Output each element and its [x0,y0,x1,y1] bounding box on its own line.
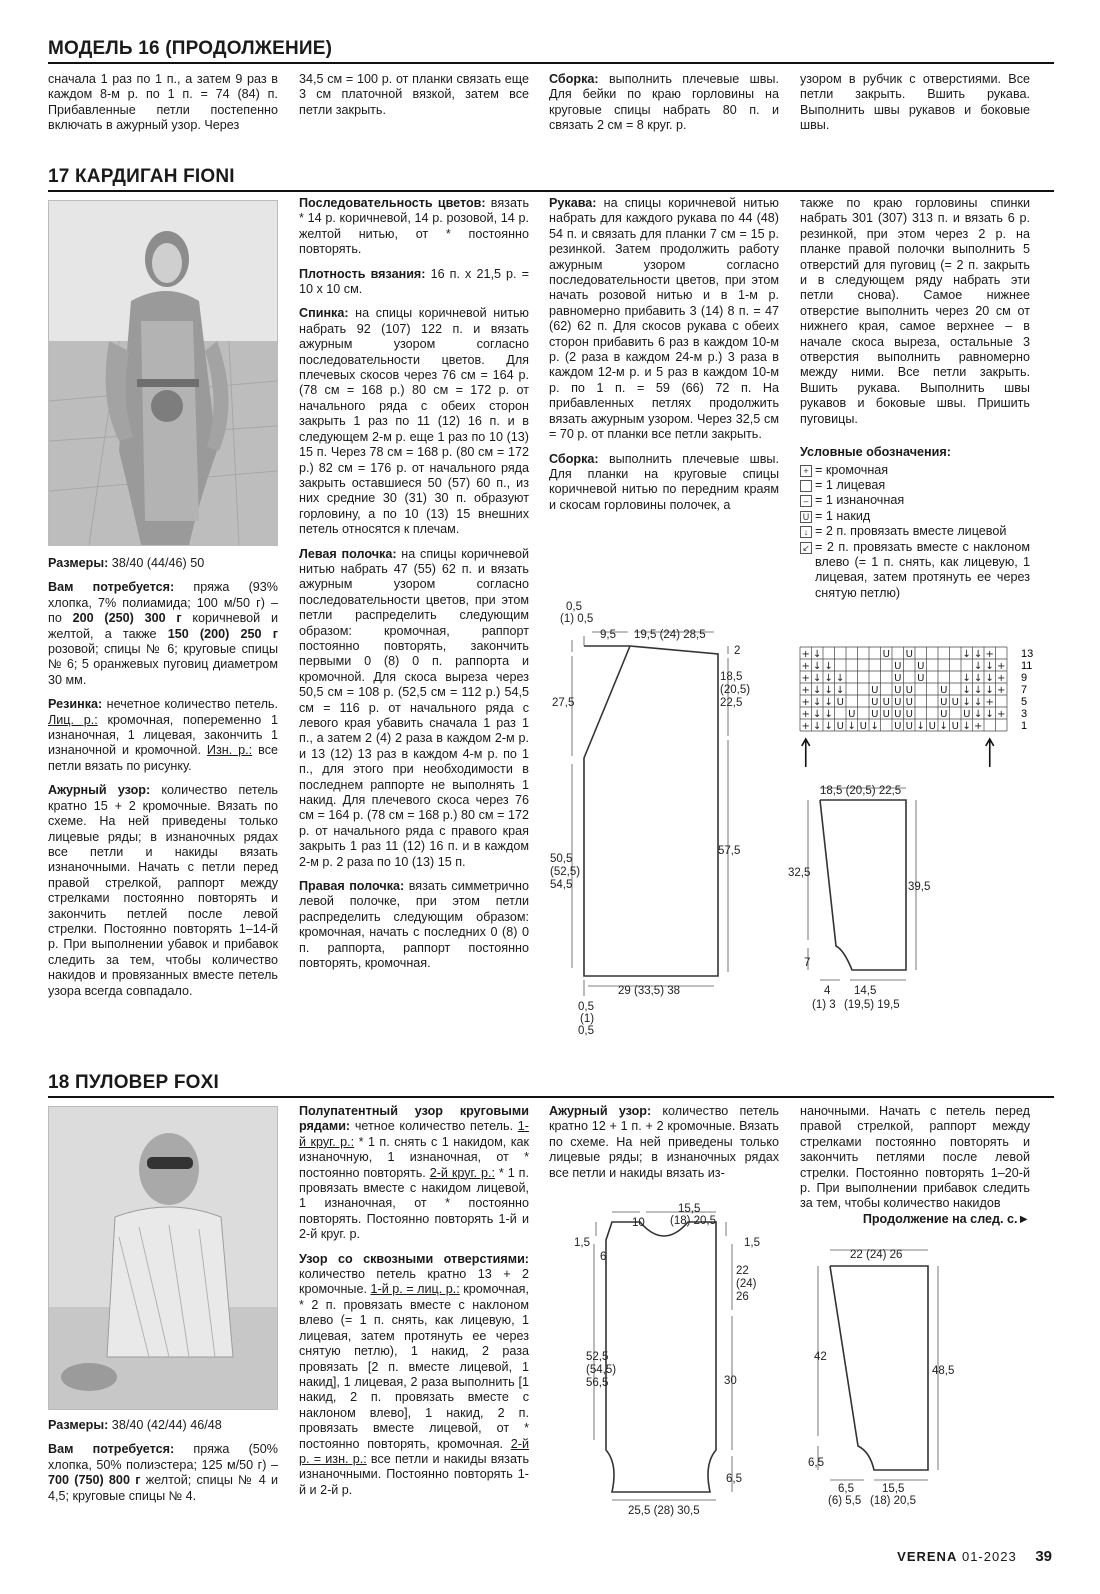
edge-stitch-symbol: + [800,465,812,477]
chart-symbol: + [801,697,810,708]
section-header-model-16: МОДЕЛЬ 16 (ПРОДОЛЖЕНИЕ) [48,38,1054,64]
dim-neck-1: 9,5 [600,629,616,641]
chart-symbol: ↓ [974,685,983,696]
dim-bottom-2: (1) [580,1013,595,1025]
chart-symbol: ↓ [974,661,983,672]
chart-symbol: U [963,709,971,720]
m18-column-4: наночными. Начать с петель перед правой стрелкой, раппорт между стрелками постоянно повторять и закончить петлями после левой стрелки. Постоянно повторять 1–20-й р. При выполнении прибавок следить за тем, чтобы количество накидов Продолжение на след. с.► [800,1104,1030,1226]
chart-symbol: ↓ [962,697,971,708]
stitch-chart-17 [798,645,1038,775]
m16-column-1: сначала 1 раз по 1 п., а затем 9 раз в каждом 8-м р. по 1 п. = 74 (84) п. Прибавленные петли постепенно включать в ажурный узор. Через [48,72,278,133]
continued-next-page: Продолжение на след. с.► [862,1211,1030,1226]
chart-symbol: ↓ [824,685,833,696]
chart-symbol: + [997,685,1006,696]
m16-column-4: узором в рубчик с отверстиями. Все петли закрыть. Вшить рукава. Выполнить швы рукавов и боковые швы. [800,72,1030,133]
issue-number: 01-2023 [961,1549,1017,1564]
chart-symbol: U [848,709,856,720]
chart-symbol: U [905,649,913,660]
chart-symbol: U [917,661,925,672]
right-arrow-marker-icon [802,739,810,767]
chart-row-number: 11 [1021,660,1033,672]
chart-symbol: ↓ [813,649,822,660]
legend-item: = 1 лицевая [800,478,1030,493]
chart-symbol: U [905,721,913,732]
sleeve-dim-bottom-3: 15,5 [882,1483,905,1495]
chart-symbol: U [905,697,913,708]
sleeve-dim-left: 32,5 [788,867,811,879]
sleeve-dim-bottom-4: (18) 20,5 [870,1495,917,1507]
chart-row-number: 13 [1021,648,1034,660]
pullover-photo [48,1106,278,1410]
purl-symbol: – [800,495,812,507]
sleeve-dim-bottom-2: (1) 3 [812,999,836,1011]
sleeve-dim-right: 48,5 [932,1365,955,1377]
chart-symbol: + [997,709,1006,720]
chart-symbol: U [905,685,913,696]
chart-symbol: + [974,721,983,732]
dim-height: 50,5 (52,5) 54,5 [550,853,581,891]
chart-symbol: U [917,673,925,684]
chart-symbol: ↓ [813,709,822,720]
chart-symbol: ↓ [985,673,994,684]
dim-side: 57,5 [718,845,741,857]
legend-item: ↓ = 2 п. провязать вместе лицевой [800,524,1030,539]
dim-shoulder: 2 [734,645,741,657]
dim-neck: 10 [632,1217,645,1229]
dim-neck-top-2: (18) 20,5 [670,1215,717,1227]
legend-item: – = 1 изнаночная [800,493,1030,508]
chart-symbol: U [951,697,959,708]
chart-symbol: ↓ [813,685,822,696]
chart-symbol: + [997,673,1006,684]
sleeve-schematic-18 [800,1240,1040,1540]
dim-six: 6 [600,1251,607,1263]
chart-symbol: U [882,709,890,720]
chart-symbol: ↓ [824,709,833,720]
dim-width: 29 (33,5) 38 [618,985,681,997]
chart-symbol: ↓ [813,673,822,684]
chart-symbol: U [894,697,902,708]
chart-symbol: U [940,709,948,720]
legend-list [800,463,1030,602]
m17-column-4: также по краю горловины спинки набрать 301 (307) 313 п. и вязать 6 р. резинкой, при этом через 2 р. на планке правой полочки выполнить 5 отверстий для пуговиц (= 2 п. закрыть и в следующем ряду набрать эти петли снова). Самое нижнее отверстие выполнить через 20 см от нижнего края, самое верхнее – в начале скоса выреза, остальные 3 отверстия выполнить равномерно между ними. Все петли закрыть. Вшить рукава. Выполнить швы рукавов и боковые швы. Пришить пуговицы. Условные обозначения: + = кромочная = 1 лицевая – = 1 изнаночная U = 1 накид ↓ = 2 п. провязать вместе лицевой ↙ = 2 п. провязать вместе с наклоном влево (= 1 п. снять, как лицевую, 1 лицевая, затем протянуть ее через снятую петлю) [800,196,1030,600]
sleeve-schematic-17 [788,780,1038,1020]
chart-symbol: U [871,709,879,720]
chart-symbol: U [836,697,844,708]
chart-row-number: 3 [1021,708,1028,720]
sleeve-dim-cuff: 6,5 [808,1457,824,1469]
chart-symbol: + [801,709,810,720]
chart-symbol: ↓ [824,721,833,732]
chart-symbol: ↓ [974,697,983,708]
chart-symbol: ↓ [824,673,833,684]
sleeve-dim-bottom-1: 4 [824,985,831,997]
dim-side: 30 [724,1375,737,1387]
m18-column-3: Ажурный узор: количество петель кратно 12 + 1 п. + 2 кромочные. Вязать по схеме. На ней приведены только лицевые ряды; в изнаночных рядах все петли и накиды вязать из- [549,1104,779,1180]
chart-row-number: 1 [1021,720,1028,732]
left-arrow-marker-icon [986,739,994,767]
m17-column-2: Последовательность цветов: вязать * 14 р. коричневой, 14 р. розовой, 14 р. желтой нитью, от * постоянно повторять. Плотность вязания: 16 п. х 21,5 р. = 10 х 10 см. Спинка: на спицы коричневой нитью набрать 92 (107) 122 п. и вязать ажурным узором согласно последовательности цветов. Для плечевых скосов через 76 см = 164 р. (78 см = 168 р.) 80 см = 172 р. от начального ряда с обеих сторон закрыть 1 раз по 11 (12) 16 п. и в следующем 2-м р. еще 1 раз по 10 (13) 15 п. Через 78 см = 168 р. (80 см = 172 р.) 82 см = 176 р. от начального ряда закрыть оставшиеся 50 (57) 60 п., из них средние 30 (31) 30 п. образуют горловину, а по 10 (13) 15 внешних петель относятся к плечам. Левая полочка: на спицы коричневой нитью набрать 47 (55) 62 п. и вязать ажурным узором согласно последовательности цветов, при этом петли распределить следующим образом: кромочная, раппорт постоянно повторять, закончить первыми 0 (8) 0 п. раппорта и кромочной. Для скоса выреза через 50,5 см = 108 р. (52,5 см = 112 р.) 54,5 см = 116 р. от начального ряда с левого края убавить сначала 1 раз 1 п., а затем 2 (4) 2 раза в каждом 2-м р. и 13 (12) 13 раз в каждом 4-м р. по 1 п., для этого при необходимости в последнем раппорте не выполнять 1 накид. Для плечевого скоса через 76 см = 164 р. (78 см = 168 р.) 80 см = 172 р. от начального ряда с правого края закрыть 1 раз 11 (12) 16 п. и в каждом 2-м р. 2 раза по 10 (13) 15 п. Правая полочка: вязать симметрично левой полочке, при этом петли распределить следующим образом: кромочная, начать с последних 0 (8) 0 п. раппорта, раппорт постоянно повторять, кромочная. [299,196,530,971]
chart-symbol: ↓ [962,673,971,684]
sleeve-dim-top: 18,5 (20,5) 22,5 [820,785,902,797]
chart-symbol: ↓ [962,649,971,660]
ssk-symbol: ↙ [800,542,812,554]
chart-symbol: + [801,721,810,732]
dim-hem: 6,5 [726,1473,742,1485]
legend-item: U = 1 накид [800,509,1030,524]
chart-symbol: ↓ [836,685,845,696]
dim-right-1: 1,5 [744,1237,760,1249]
chart-symbol: ↓ [813,697,822,708]
chart-symbol: ↓ [985,709,994,720]
legend-item: ↙ = 2 п. провязать вместе с наклоном влево (= 1 п. снять, как лицевую, 1 лицевая, затем протянуть ее через снятую петлю) [800,540,1030,602]
m17-column-1: Размеры: 38/40 (44/46) 50 Вам потребуется: пряжа (93% хлопка, 7% полиамида; 100 м/50 г) – по 200 (250) 300 г коричневой и желтой, а также 150 (200) 250 г розовой; спицы № 6; круговые спицы № 6; 5 оранжевых пуговиц диаметром 30 мм. Резинка: нечетное количество петель. Лиц. р.: кромочная, попеременно 1 изнаночная, 1 лицевая, закончить 1 изнаночной и кромочной. Изн. р.: все петли вязать по рисунку. Ажурный узор: количество петель кратно 15 + 2 кромочные. Вязать по схеме. На ней приведены только лицевые ряды; в изнаночных рядах все петли и накиды вязать изнаночными. Начать с петли перед правой стрелкой, раппорт между стрелками постоянно повторять и закончить петлей после левой стрелки. Постоянно повторять 1–14-й р. При выполнении убавок и прибавок следить за тем, чтобы количество накидов и провязанных вместе петель узора всегда совпадало. [48,556,279,998]
k2tog-symbol: ↓ [800,526,812,538]
chart-symbol: ↓ [985,685,994,696]
chart-row-number: 7 [1021,684,1028,696]
cardigan-photo [48,200,278,546]
m16-column-2: 34,5 см = 100 р. от планки связать еще 3 см платочной вязкой, затем все петли закрыть. [299,72,529,117]
front-schematic-17 [548,596,788,1040]
m17-column-3: Рукава: на спицы коричневой нитью набрать для каждого рукава по 44 (48) 54 п. и связать для планки 7 см = 15 р. резинкой. Затем продолжить работу ажурным узором согласно последовательности цветов, при этом начать розовой нитью и в 1-м р. равномерно прибавить 3 (14) 8 п. = 47 (62) 62 п. Для скосов рукава с обеих сторон прибавить 6 раз в каждом 10-м р. (2 раза в каждом 24-м р.) 3 раза в каждом 12-м р. и 5 раз в каждом 10-м р. по 1 п. = 59 (66) 72 п. На прибавленных петлях продолжить вязать ажурным узором. Через 32,5 см = 70 р. от планки все петли закрыть. Сборка: выполнить плечевые швы. Для планки на круговые спицы коричневой нитью по передним краям и скосам горловины полочек, а [549,196,779,512]
chart-symbol: U [859,721,867,732]
sleeve-dim-left: 42 [814,1351,827,1363]
chart-symbol: + [801,673,810,684]
chart-symbol: ↓ [916,721,925,732]
front-schematic-18 [566,1200,786,1540]
m18-column-1: Размеры: 38/40 (42/44) 46/48 Вам потребуется: пряжа (50% хлопка, 50% полиэстера; 125 м/50 г) – 700 (750) 800 г желтой; спицы № 4 и 4,5; круговые спицы № 4. [48,1418,279,1503]
chart-symbol: ↓ [985,661,994,672]
chart-symbol: U [894,661,902,672]
dim-bottom-3: 0,5 [578,1025,594,1037]
chart-symbol: U [894,721,902,732]
section-header-model-17: 17 КАРДИГАН FIONI [48,166,1054,192]
chart-symbol: ↓ [939,721,948,732]
legend-item: + = кромочная [800,463,1030,478]
dim-top-2: (1) 0,5 [560,613,594,625]
chart-symbol: ↓ [974,709,983,720]
chart-symbol: ↓ [962,685,971,696]
chart-symbol: ↓ [974,649,983,660]
sleeve-dim-bottom-4: (19,5) 19,5 [844,999,900,1011]
dim-slope: 27,5 [552,697,575,709]
chart-symbol: U [951,721,959,732]
chart-symbol: U [894,673,902,684]
brand-name: VERENA [897,1549,958,1564]
dim-neck-top: 15,5 [678,1203,701,1215]
dim-armhole: 18,5 (20,5) 22,5 [720,671,751,709]
knit-symbol [800,480,812,492]
chart-row-number: 5 [1021,696,1028,708]
chart-symbol: ↓ [813,721,822,732]
chart-symbol: U [894,709,902,720]
chart-symbol: U [894,685,902,696]
section-header-model-18: 18 ПУЛОВЕР FOXI [48,1072,1054,1098]
page-number: 39 [1035,1548,1052,1565]
chart-symbol: U [928,721,936,732]
chart-symbol: ↓ [870,721,879,732]
chart-row-number: 9 [1021,672,1028,684]
chart-symbol: + [997,661,1006,672]
chart-symbol: + [985,649,994,660]
chart-symbol: U [882,649,890,660]
yarn-over-symbol: U [800,511,812,523]
dim-armhole: 22 (24) 26 [736,1265,757,1303]
chart-symbol: + [801,649,810,660]
chart-symbol: U [905,709,913,720]
sleeve-dim-cuff: 7 [804,957,811,969]
sleeve-dim-top: 22 (24) 26 [850,1249,903,1261]
chart-symbol: U [836,721,844,732]
sleeve-dim-bottom-2: (6) 5,5 [828,1495,862,1507]
chart-symbol: ↓ [836,673,845,684]
chart-symbol: U [871,685,879,696]
chart-symbol: + [801,661,810,672]
dim-bottom-1: 0,5 [578,1001,594,1013]
chart-symbol: ↓ [824,697,833,708]
m18-column-2: Полупатентный узор круговыми рядами: четное количество петель. 1-й круг. р.: * 1 п. снять с 1 накидом, как изнаночную, 1 изнаночная, от * постоянно повторять. 2-й круг. р.: * 1 п. провязать вместе с накидом лицевой, 1 изнаночная, от * постоянно повторять. Постоянно повторять 1-й и 2-й круг. р. Узор со сквозными отверстиями: количество петель кратно 13 + 2 кромочные. 1-й р. = лиц. р.: кромочная, * 2 п. провязать вместе с наклоном влево (= 1 п. снять, как лицевую, 1 лицевая, затем протянуть ее через снятую петлю), 1 накид, 2 раза провязать [2 п. вместе лицевой, 1 накид], 1 лицевая, 2 раза выполнить [1 накид, 2 п. провязать вместе с наклоном влево], 1 накид, 2 п. провязать вместе лицевой, от * постоянно повторять, кромочная. 2-й р. = изн. р.: все петли и накиды вязать изнаночными. Постоянно повторять 1-й и 2-й р. [299,1104,530,1497]
chart-symbol: + [801,685,810,696]
chart-symbol: ↓ [974,673,983,684]
chart-symbol: U [871,697,879,708]
chart-symbol: U [882,697,890,708]
dim-left-1: 1,5 [574,1237,590,1249]
sleeve-dim-bottom-3: 14,5 [854,985,877,997]
sleeve-dim-right: 39,5 [908,881,931,893]
page-footer [897,1548,1052,1565]
chart-symbol: ↓ [847,721,856,732]
chart-symbol: ↓ [824,661,833,672]
m16-column-3: Сборка: выполнить плечевые швы. Для бейки по краю горловины на круговые спицы набрать 80 п. и связать 2 см = 8 круг. р. [549,72,779,133]
chart-symbol: + [985,697,994,708]
dim-top-1: 0,5 [566,601,582,613]
chart-symbol: U [940,697,948,708]
dim-width: 25,5 (28) 30,5 [628,1505,700,1517]
dim-neck-2: 19,5 (24) 28,5 [634,629,706,641]
chart-symbol: U [940,685,948,696]
chart-symbol: ↓ [962,721,971,732]
sleeve-dim-bottom-1: 6,5 [838,1483,854,1495]
chart-symbol: ↓ [813,661,822,672]
dim-height: 52,5 (54,5) 56,5 [586,1351,617,1389]
